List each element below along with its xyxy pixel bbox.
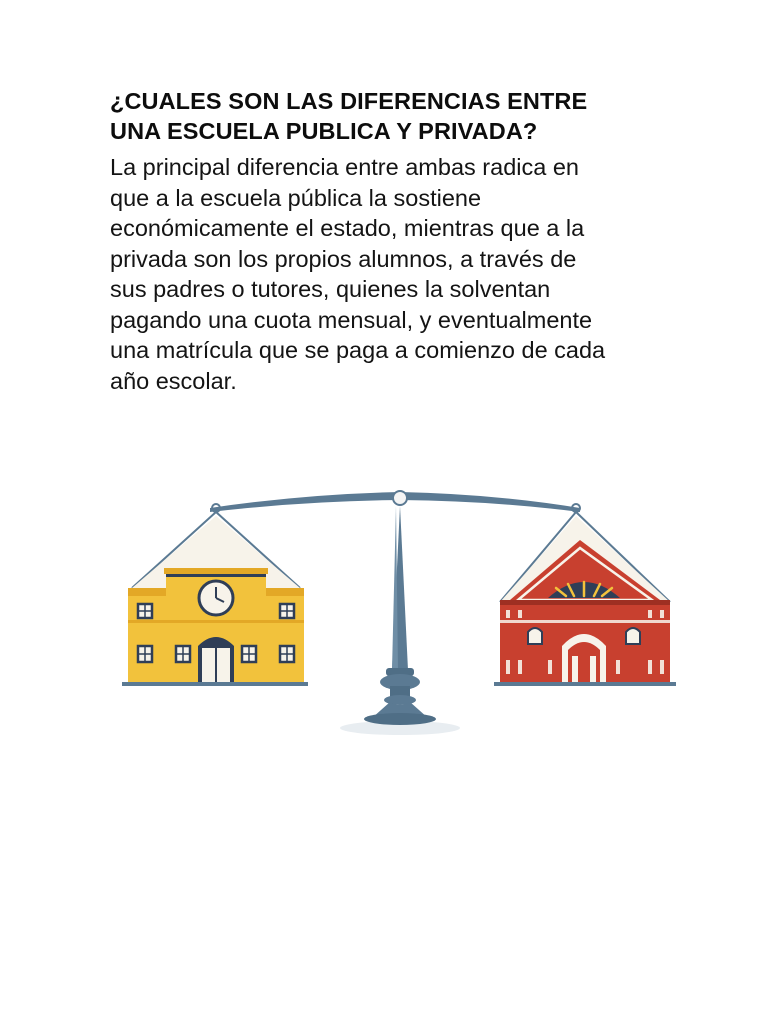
title-line-1: ¿CUALES SON LAS DIFERENCIAS ENTRE: [110, 88, 588, 114]
paragraph-line-5: sus padres o tutores, quienes la solventan: [110, 276, 551, 302]
balance-scale-illustration: [110, 470, 700, 760]
beam-pivot: [393, 491, 407, 505]
private-school-building: [494, 516, 676, 686]
paragraph-line-6: pagando una cuota mensual, y eventualmente: [110, 306, 593, 333]
paragraph-line-2: que a la escuela pública la sostiene: [110, 184, 482, 211]
document-content: [110, 86, 670, 396]
paragraph-line-3: económicamente el estado, mientras que a la: [110, 215, 585, 241]
document-title: [110, 86, 670, 146]
document-paragraph: [110, 152, 670, 396]
paragraph-line-7: una matrícula que se paga a comienzo de cada: [110, 337, 606, 363]
title-line-2: UNA ESCUELA PUBLICA Y PRIVADA?: [110, 118, 538, 144]
public-school-building: [122, 516, 308, 686]
scale-stand: [364, 506, 436, 725]
paragraph-line-4: privada son los propios alumnos, a través de: [110, 245, 577, 272]
paragraph-line-8: año escolar.: [110, 367, 237, 394]
paragraph-line-1: La principal diferencia entre ambas radica en: [110, 154, 579, 180]
